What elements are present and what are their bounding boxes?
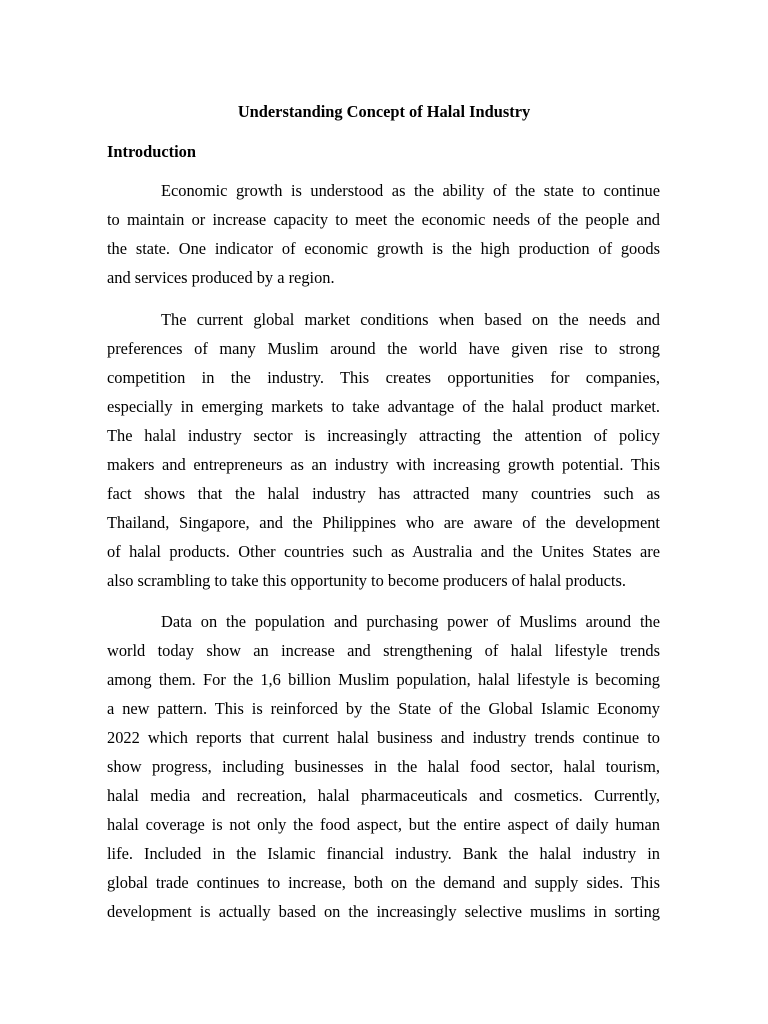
paragraph-line: The halal industry sector is increasingly attracting the attention of policy (107, 426, 660, 445)
section-heading: Introduction (107, 142, 196, 161)
paragraph-3 (107, 607, 660, 926)
paragraph-line: and services produced by a region. (107, 268, 335, 287)
paragraph-line: world today show an increase and strengthening of halal lifestyle trends (107, 641, 660, 660)
paragraph-line: global trade continues to increase, both on the demand and supply sides. This (107, 873, 660, 892)
paragraph-line: halal coverage is not only the food aspect, but the entire aspect of daily human (107, 815, 660, 834)
paragraph-line: of halal products. Other countries such as Australia and the Unites States are (107, 542, 660, 561)
paragraph-1 (107, 176, 660, 292)
paragraph-line: the state. One indicator of economic growth is the high production of goods (107, 239, 660, 258)
paragraph-line: halal media and recreation, halal pharmaceuticals and cosmetics. Currently, (107, 786, 660, 805)
paragraph-line: 2022 which reports that current halal business and industry trends continue to (107, 728, 660, 747)
paragraph-line: to maintain or increase capacity to meet the economic needs of the people and (107, 210, 660, 229)
paragraph-line: show progress, including businesses in the halal food sector, halal tourism, (107, 757, 660, 776)
document-title: Understanding Concept of Halal Industry (237, 102, 531, 121)
paragraph-line: among them. For the 1,6 billion Muslim population, halal lifestyle is becoming (107, 670, 660, 689)
paragraph-line: fact shows that the halal industry has attracted many countries such as (107, 484, 660, 503)
paragraph-line: Data on the population and purchasing power of Muslims around the (161, 612, 660, 631)
paragraph-line: also scrambling to take this opportunity to become producers of halal products. (107, 571, 626, 590)
paragraph-line: makers and entrepreneurs as an industry with increasing growth potential. This (107, 455, 660, 474)
paragraph-line: development is actually based on the increasingly selective muslims in sorting (107, 902, 660, 921)
paragraph-line: especially in emerging markets to take advantage of the halal product market. (107, 397, 660, 416)
paragraph-line: preferences of many Muslim around the world have given rise to strong (107, 339, 660, 358)
paragraph-2 (107, 305, 660, 595)
paragraph-line: Thailand, Singapore, and the Philippines who are aware of the development (107, 513, 660, 532)
paragraph-line: competition in the industry. This creates opportunities for companies, (107, 368, 660, 387)
paragraph-line: a new pattern. This is reinforced by the State of the Global Islamic Economy (107, 699, 660, 718)
paragraph-line: life. Included in the Islamic financial industry. Bank the halal industry in (107, 844, 660, 863)
paragraph-line: The current global market conditions when based on the needs and (161, 310, 660, 329)
paragraph-line: Economic growth is understood as the ability of the state to continue (161, 181, 660, 200)
